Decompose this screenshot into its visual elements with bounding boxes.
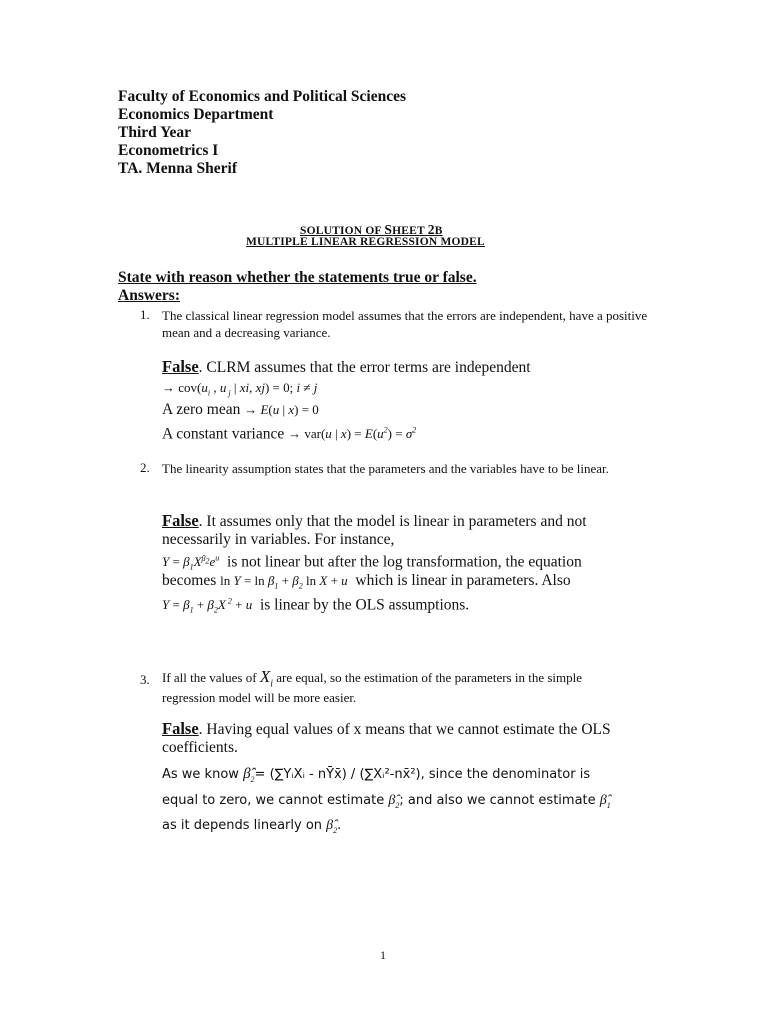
document-subtitle: MULTIPLE LINEAR REGRESSION MODEL bbox=[246, 236, 485, 248]
answer-3-line-2: coefficients. bbox=[162, 739, 238, 756]
question-number: 1. bbox=[140, 307, 150, 322]
question-number: 3. bbox=[140, 672, 150, 687]
question-3-text-line-2: regression model will be more easier. bbox=[162, 690, 357, 705]
answer-1-line-4: A constant variance → var(u | $x) = E(u^2) = \sigma^2$ bbox=[162, 425, 417, 443]
answer-2-line-2: necessarily in variables. For instance, bbox=[162, 531, 395, 548]
answer-3-line-5: as it depends linearly on $\betâ_2$. bbox=[162, 818, 342, 835]
instruction-heading: State with reason whether the statements true or false. bbox=[118, 269, 477, 286]
independence-formula: → $cov(u_i$ , u $_j$ | xi, xj) = 0; i ≠ j bbox=[162, 380, 318, 398]
answer-2-line-5: $Y = \beta_1 + \beta_2X$ $^2$ + u is linear by the OLS assumptions. bbox=[162, 596, 470, 615]
answer-3-line-3: As we know $\betâ_2=$ (∑YᵢXᵢ - nȲx̄) / (∑Xᵢ²-nx̄²), since the denominator is bbox=[162, 766, 591, 784]
question-number: 2. bbox=[140, 460, 150, 475]
answer-1-line-3: A zero mean → E(u | x) = 0 bbox=[162, 401, 319, 418]
ta-name: TA. Menna Sherif bbox=[118, 160, 237, 177]
answer-3-line-4: equal to zero, we cannot estimate $\betâ_2$; and also we cannot estimate $\betâ_1$ bbox=[162, 793, 611, 810]
verdict-false: False bbox=[162, 511, 199, 530]
department-name: Economics Department bbox=[118, 106, 274, 123]
answer-2-line-3: $Y = \beta_1X^{\beta_2}e^u$ is not linear but after the log transformation, the equation bbox=[162, 553, 582, 572]
year-label: Third Year bbox=[118, 124, 192, 141]
question-1-text: The classical linear regression model assumes that the errors are independent, have a positive mean and a decreasing variance. bbox=[162, 308, 648, 340]
answer-2-line-1: False. It assumes only that the model is linear in parameters and not bbox=[162, 511, 587, 530]
answer-3-line-1: False. Having equal values of x means that we cannot estimate the OLS bbox=[162, 719, 611, 738]
verdict-false: False bbox=[162, 719, 199, 738]
question-3-text-line-1: If all the values of $X_i$ are equal, so the estimation of the parameters in the simple bbox=[162, 667, 583, 690]
faculty-name: Faculty of Economics and Political Sciences bbox=[118, 88, 407, 105]
document-title: SOLUTION OF SHEET 2B bbox=[300, 222, 443, 237]
answers-label: Answers: bbox=[118, 287, 180, 304]
course-name: Econometrics I bbox=[118, 142, 219, 159]
verdict-false: False bbox=[162, 357, 199, 376]
answer-2-line-4: becomes $\ln Y = \ln \beta_1 + \beta_2$ ln X + u which is linear in parameters. Also bbox=[162, 572, 571, 591]
answer-1-line-1: False. CLRM assumes that the error terms are independent bbox=[162, 357, 531, 376]
page-number: 1 bbox=[380, 948, 386, 962]
question-2-text: The linearity assumption states that the parameters and the variables have to be linear. bbox=[162, 461, 609, 476]
